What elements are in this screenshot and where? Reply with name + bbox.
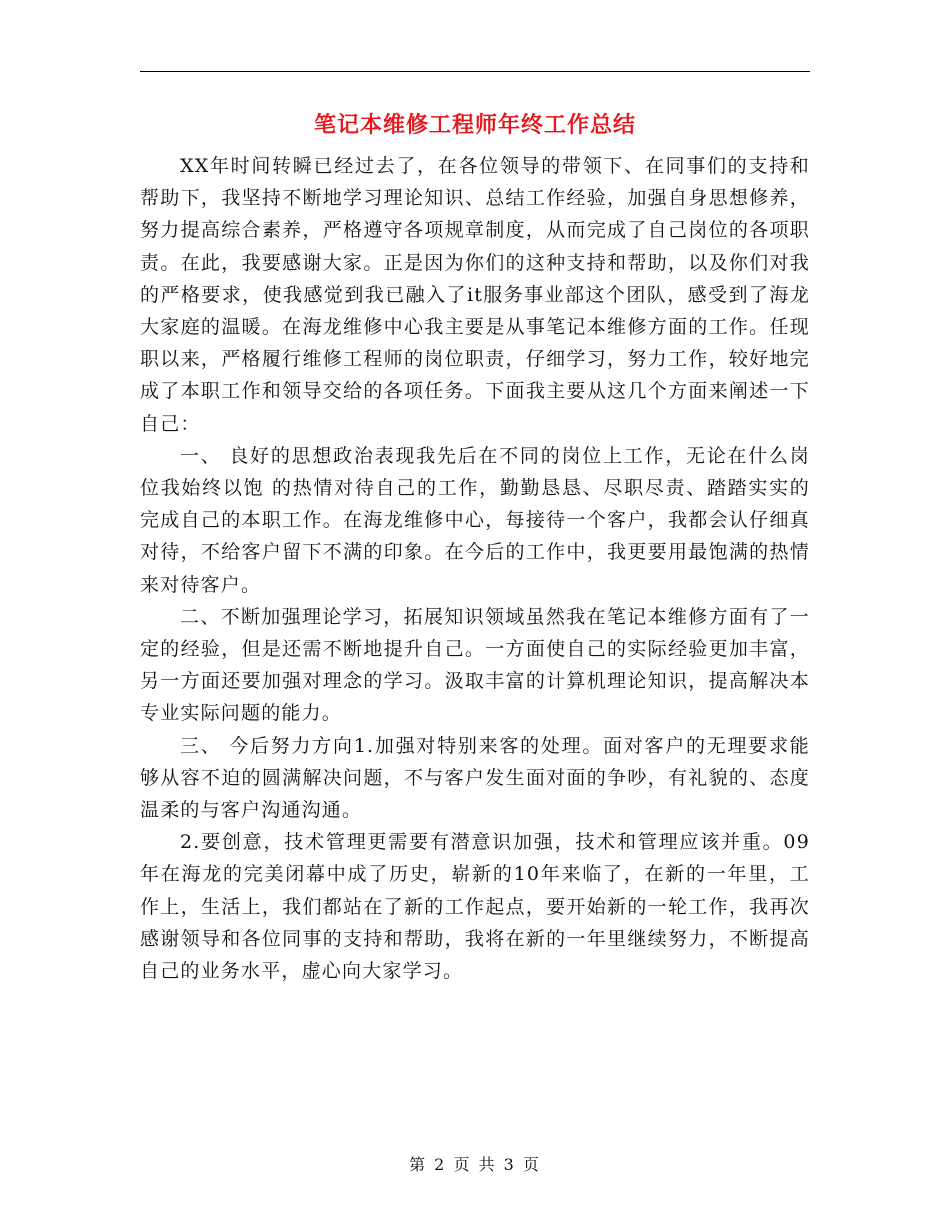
paragraph-section-3: 三、 今后努力方向1.加强对特别来客的处理。面对客户的无理要求能够从容不迫的圆满解决问题，不与客户发生面对面的争吵，有礼貌的、态度温柔的与客户沟通沟通。 — [140, 734, 810, 822]
document-body — [140, 150, 810, 987]
page-number: 第 2 页 共 3 页 — [409, 1155, 541, 1174]
paragraph-section-3-item-2: 2.要创意，技术管理更需要有潜意识加强，技术和管理应该并重。09年在海龙的完美闭幕中成了历史，崭新的10年来临了，在新的一年里，工作上，生活上，我们都站在了新的工作起点，要开始新的一轮工作，我再次感谢领导和各位同事的支持和帮助，我将在新的一年里继续努力，不断提高自己的业务水平，虚心向大家学习。 — [140, 831, 810, 983]
paragraph-section-2: 二、不断加强理论学习，拓展知识领域虽然我在笔记本维修方面有了一定的经验，但是还需不断地提升自己。一方面使自己的实际经验更加丰富，另一方面还要加强对理念的学习。汲取丰富的计算机理论知识，提高解决本专业实际问题的能力。 — [140, 605, 810, 725]
paragraph-intro: XX年时间转瞬已经过去了，在各位领导的带领下、在同事们的支持和帮助下，我坚持不断地学习理论知识、总结工作经验，加强自身思想修养，努力提高综合素养，严格遵守各项规章制度，从而完成了自己岗位的各项职责。在此，我要感谢大家。正是因为你们的这种支持和帮助，以及你们对我的严格要求，使我感觉到我已融入了it服务事业部这个团队，感受到了海龙大家庭的温暖。在海龙维修中心我主要是从事笔记本维修方面的工作。任现职以来，严格履行维修工程师的岗位职责，仔细学习，努力工作，较好地完成了本职工作和领导交给的各项任务。下面我主要从这几个方面来阐述一下自己： — [140, 155, 810, 435]
document-title: 笔记本维修工程师年终工作总结 — [313, 112, 636, 138]
header-rule — [140, 71, 810, 72]
paragraph-section-1: 一、 良好的思想政治表现我先后在不同的岗位上工作，无论在什么岗位我始终以饱 的热情对待自己的工作，勤勤恳恳、尽职尽责、踏踏实实的完成自己的本职工作。在海龙维修中心，每接待一个客户，我都会认仔细真对待，不给客户留下不满的印象。在今后的工作中，我更要用最饱满的热情来对待客户。 — [140, 444, 810, 596]
